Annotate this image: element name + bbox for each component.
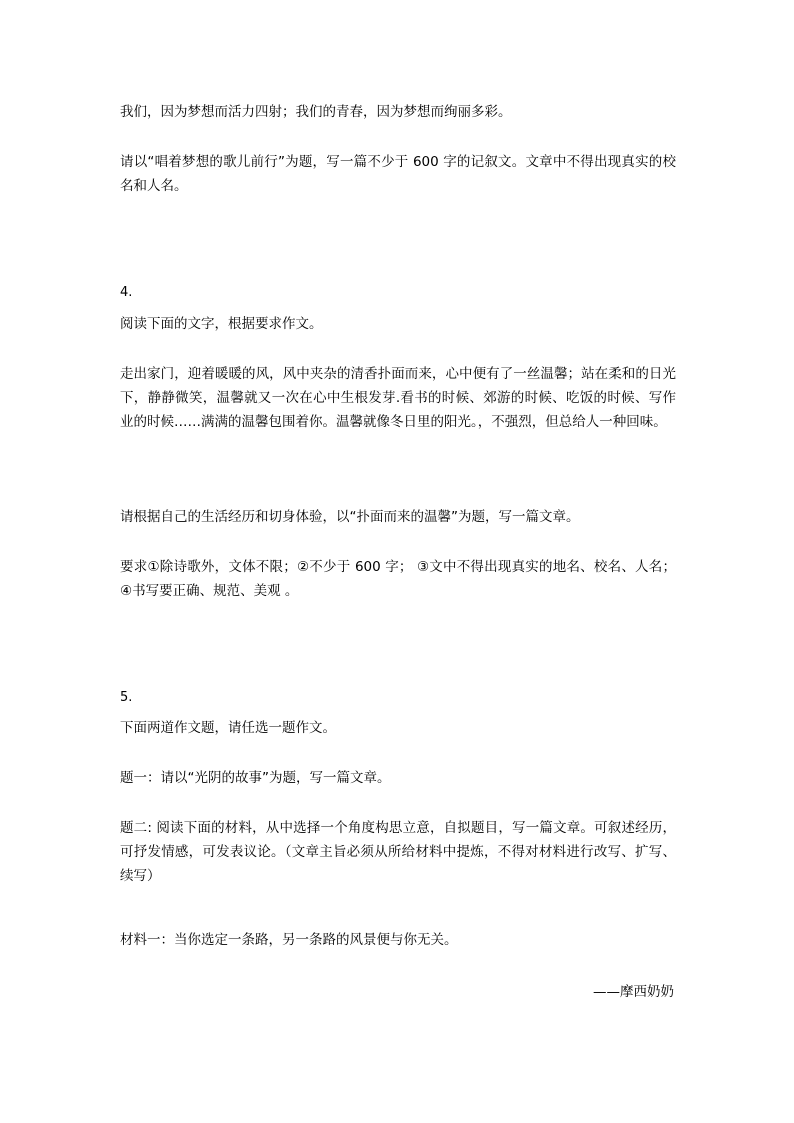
q4-intro: 阅读下面的文字，根据要求作文。 xyxy=(120,316,323,332)
q5-intro: 下面两道作文题，请任选一题作文。 xyxy=(120,720,336,736)
q3-prompt: 请以“唱着梦想的歌儿前行”为题，写一篇不少于 600 字的记叙文。文章中不得出现真实的校名和人名。 xyxy=(120,154,676,194)
intro-sentence: 我们，因为梦想而活力四射；我们的青春，因为梦想而绚丽多彩。 xyxy=(120,104,512,120)
q5-topic-1: 题一：请以“光阴的故事”为题，写一篇文章。 xyxy=(120,770,391,786)
q4-requirements: 要求①除诗歌外，文体不限；②不少于 600 字； ③文中不得出现真实的地名、校名、人名；④书写要正确、规范、美观 。 xyxy=(120,559,676,599)
q4-passage: 走出家门，迎着暖暖的风，风中夹杂的清香扑面而来，心中便有了一丝温馨；站在柔和的日光下，静静微笑，温馨就又一次在心中生根发芽.看书的时候、郊游的时候、吃饭的时候、写作业的时候……满满的温馨包围着你。温馨就像冬日里的阳光。，不强烈，但总给人一种回味。 xyxy=(120,366,676,430)
question-number-5: 5. xyxy=(120,690,133,705)
question-number-4: 4. xyxy=(120,285,133,300)
q4-prompt: 请根据自己的生活经历和切身体验，以“扑面而来的温馨”为题，写一篇文章。 xyxy=(120,509,580,525)
quote-attribution: ——摩西奶奶 xyxy=(593,984,674,1000)
q5-topic-2: 题二: 阅读下面的材料，从中选择一个角度构思立意，自拟题目，写一篇文章。可叙述经历，可抒发情感，可发表议论。（文章主旨必须从所给材料中提炼，不得对材料进行改写、扩写、续写） xyxy=(120,820,676,884)
q5-material-1: 材料一：当你选定一条路，另一条路的风景便与你无关。 xyxy=(120,932,458,948)
